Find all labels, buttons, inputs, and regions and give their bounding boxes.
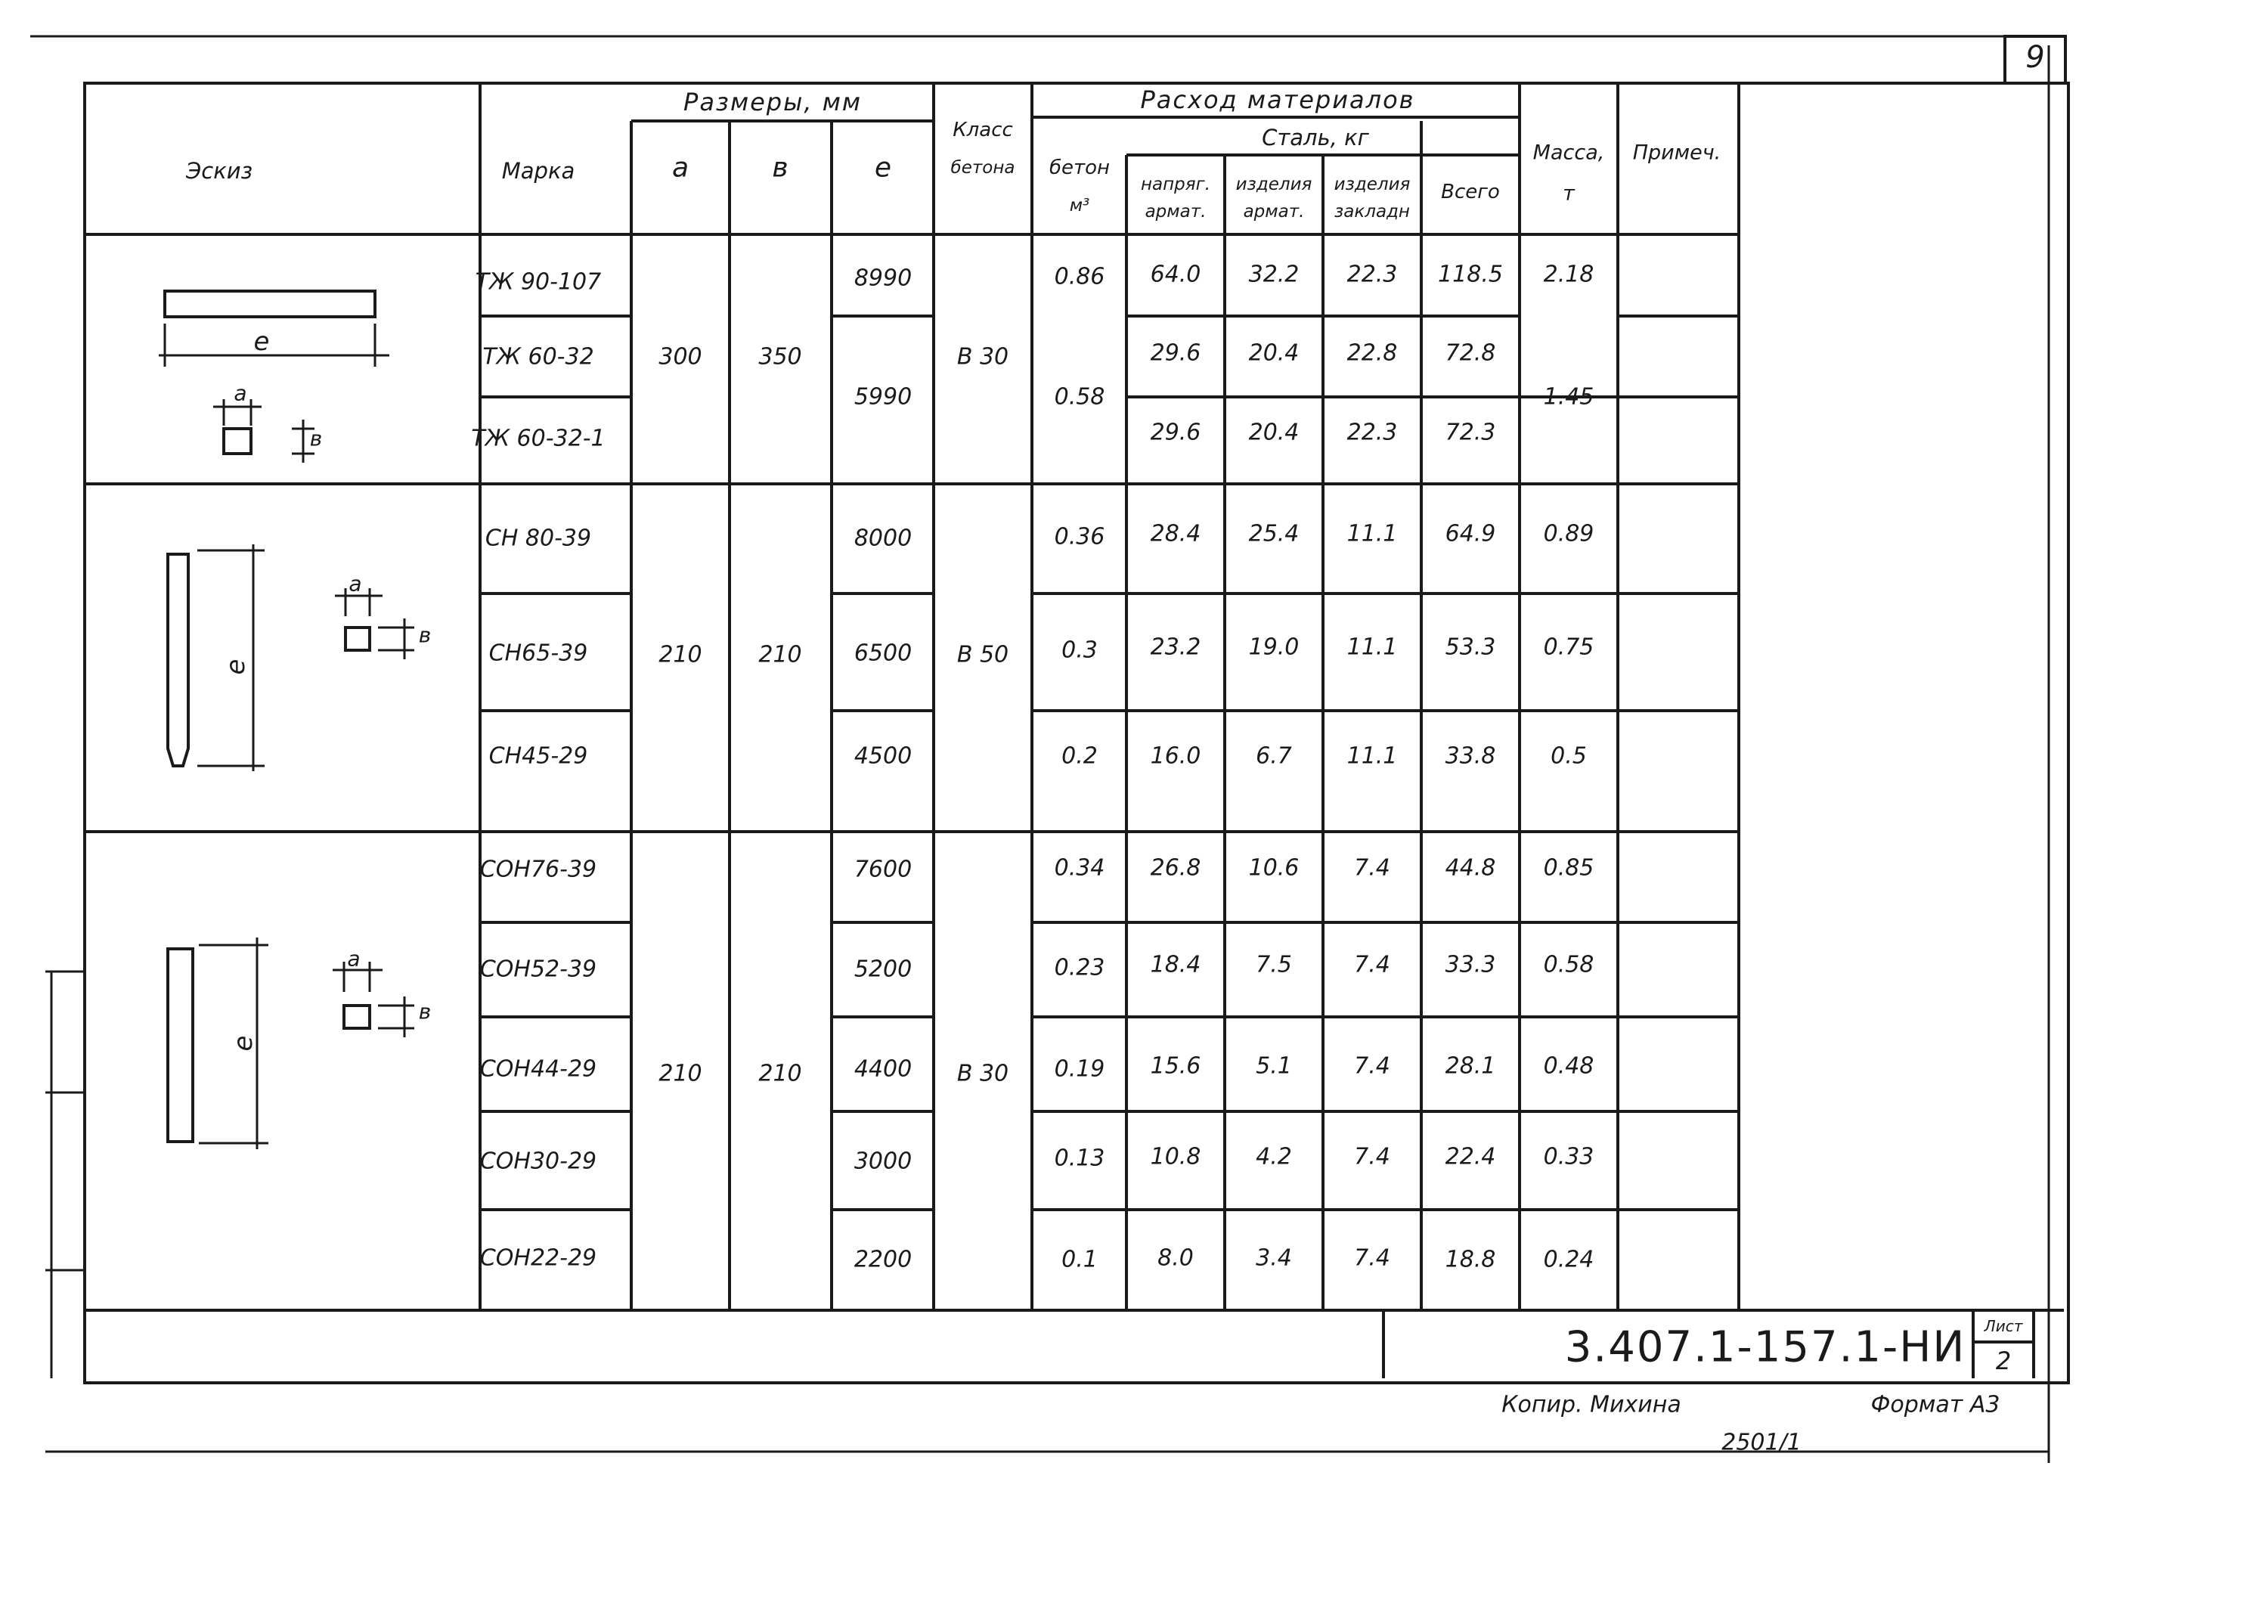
row-concrete: 0.34 — [1054, 854, 1105, 882]
row-embed: 22.3 — [1346, 419, 1398, 446]
row-embed: 22.8 — [1346, 339, 1398, 367]
sketch1-length-label: e — [253, 327, 270, 357]
sketch3-side-a-label: a — [347, 946, 361, 972]
group1-a: 300 — [658, 343, 702, 370]
row-mass: 0.89 — [1543, 520, 1594, 547]
group1-class: В 30 — [956, 343, 1009, 370]
sketch3-length-label: e — [228, 1035, 259, 1052]
row-embed: 11.1 — [1346, 634, 1398, 661]
header-steel: Сталь, кг — [1262, 125, 1369, 150]
group3-class: В 30 — [956, 1060, 1009, 1087]
row-reinf: 19.0 — [1248, 634, 1300, 661]
row-total: 72.8 — [1445, 339, 1496, 367]
sketch1-side-b-label: в — [309, 426, 323, 451]
row-reinf: 32.2 — [1248, 261, 1300, 288]
row-concrete: 0.3 — [1061, 637, 1098, 664]
row-mark: СН65-39 — [488, 640, 588, 667]
row-mark: СОН30-29 — [479, 1148, 597, 1175]
sketch2-side-b-label: в — [418, 622, 432, 648]
row-concrete: 0.2 — [1061, 742, 1098, 770]
row-prestress: 29.6 — [1150, 339, 1201, 367]
row-reinf: 5.1 — [1256, 1052, 1292, 1080]
row-total: 53.3 — [1445, 634, 1496, 661]
row-prestress: 23.2 — [1150, 634, 1201, 661]
row-prestress: 10.8 — [1150, 1143, 1201, 1170]
row-concrete: 0.23 — [1054, 954, 1105, 981]
tzh60-concrete: 0.58 — [1054, 383, 1105, 411]
group2-class: В 50 — [956, 641, 1009, 668]
row-reinf: 20.4 — [1248, 339, 1300, 367]
header-total: Всего — [1441, 181, 1500, 203]
row-total: 28.1 — [1445, 1052, 1496, 1080]
tzh60-length: 5990 — [854, 383, 912, 411]
row-embed: 7.4 — [1354, 854, 1390, 882]
row-total: 33.8 — [1445, 742, 1496, 770]
row-mass: 0.24 — [1543, 1246, 1594, 1273]
group2-a: 210 — [658, 641, 702, 668]
row-length: 8990 — [854, 265, 912, 292]
row-reinf: 10.6 — [1248, 854, 1300, 882]
header-dim-b: в — [772, 152, 789, 184]
row-embed: 7.4 — [1354, 1244, 1390, 1272]
row-prestress: 8.0 — [1157, 1244, 1194, 1272]
group1-b: 350 — [758, 343, 802, 370]
row-length: 4400 — [854, 1055, 912, 1083]
header-reinf-2: армат. — [1243, 202, 1305, 222]
row-mark: СОН52-39 — [479, 956, 597, 983]
row-prestress: 15.6 — [1150, 1052, 1201, 1080]
row-length: 7600 — [854, 856, 912, 883]
header-materials: Расход материалов — [1140, 85, 1415, 114]
sheet-label: Лист — [1984, 1317, 2023, 1335]
row-concrete: 0.19 — [1054, 1055, 1105, 1083]
group2-b: 210 — [758, 641, 802, 668]
order-number: 2501/1 — [1721, 1429, 1802, 1456]
header-dimensions: Размеры, мм — [683, 88, 862, 116]
row-mass: 0.75 — [1543, 634, 1594, 661]
row-mark: ТЖ 60-32-1 — [471, 425, 606, 452]
row-mass: 0.58 — [1543, 951, 1594, 978]
header-concrete-class-2: бетона — [950, 158, 1015, 178]
row-reinf: 25.4 — [1248, 520, 1300, 547]
header-concrete-2: м³ — [1069, 196, 1090, 215]
row-reinf: 3.4 — [1256, 1244, 1292, 1272]
sketch1-side-a-label: a — [234, 380, 247, 406]
row-total: 22.4 — [1445, 1143, 1496, 1170]
row-prestress: 26.8 — [1150, 854, 1201, 882]
row-mass: 0.85 — [1543, 854, 1594, 882]
row-embed: 22.3 — [1346, 261, 1398, 288]
header-mark: Марка — [501, 158, 575, 184]
row-mass: 0.48 — [1543, 1052, 1594, 1080]
header-notes: Примеч. — [1632, 141, 1721, 165]
row-embed: 7.4 — [1354, 1143, 1390, 1170]
row-mass: 0.5 — [1551, 742, 1587, 770]
sketch3-side-b-label: в — [418, 999, 432, 1024]
header-prestress-2: армат. — [1145, 202, 1207, 222]
row-mark: СН45-29 — [488, 742, 588, 770]
group3-a: 210 — [658, 1060, 702, 1087]
row-length: 8000 — [854, 525, 912, 552]
header-concrete-class-1: Класс — [953, 119, 1013, 141]
row-concrete: 0.13 — [1054, 1145, 1105, 1172]
row-prestress: 16.0 — [1150, 742, 1201, 770]
row-total: 18.8 — [1445, 1246, 1496, 1273]
row-length: 5200 — [854, 956, 912, 983]
row-mark: СОН44-29 — [479, 1055, 597, 1083]
sheet-format: Формат А3 — [1870, 1391, 2000, 1418]
header-reinf-1: изделия — [1235, 175, 1312, 194]
row-embed: 7.4 — [1354, 1052, 1390, 1080]
row-length: 3000 — [854, 1148, 912, 1175]
header-embed-2: закладн — [1334, 202, 1410, 222]
row-length: 6500 — [854, 640, 912, 667]
header-mass-2: т — [1563, 181, 1575, 206]
row-reinf: 6.7 — [1256, 742, 1292, 770]
sheet-number: 2 — [1995, 1347, 2012, 1375]
row-reinf: 4.2 — [1256, 1143, 1292, 1170]
row-reinf: 20.4 — [1248, 419, 1300, 446]
header-sketch: Эскиз — [186, 158, 253, 184]
row-mark: ТЖ 60-32 — [482, 343, 594, 370]
copied-by: Копир. Михина — [1501, 1391, 1681, 1418]
header-embed-1: изделия — [1334, 175, 1411, 194]
group3-b: 210 — [758, 1060, 802, 1087]
header-dim-a: a — [671, 152, 689, 184]
row-mass: 2.18 — [1543, 261, 1594, 288]
row-prestress: 28.4 — [1150, 520, 1201, 547]
row-total: 118.5 — [1438, 261, 1503, 288]
header-mass-1: Масса, — [1532, 141, 1605, 165]
row-length: 4500 — [854, 742, 912, 770]
row-mark: ТЖ 90-107 — [475, 268, 602, 296]
tzh60-mass: 1.45 — [1543, 383, 1594, 411]
row-mark: СОН76-39 — [479, 856, 597, 883]
row-mark: СН 80-39 — [485, 525, 592, 552]
row-embed: 11.1 — [1346, 742, 1398, 770]
row-total: 44.8 — [1445, 854, 1496, 882]
page-number: 9 — [2025, 40, 2045, 75]
header-dim-l: e — [874, 152, 892, 184]
sketch2-length-label: e — [221, 659, 251, 675]
row-reinf: 7.5 — [1256, 951, 1292, 978]
row-length: 2200 — [854, 1246, 912, 1273]
header-prestress-1: напряг. — [1141, 175, 1210, 194]
row-embed: 7.4 — [1354, 951, 1390, 978]
row-total: 33.3 — [1445, 951, 1496, 978]
row-concrete: 0.36 — [1054, 523, 1105, 550]
row-mark: СОН22-29 — [479, 1244, 597, 1272]
row-concrete: 0.86 — [1054, 263, 1105, 290]
sketch2-side-a-label: a — [349, 571, 362, 597]
row-prestress: 29.6 — [1150, 419, 1201, 446]
row-embed: 11.1 — [1346, 520, 1398, 547]
row-total: 64.9 — [1445, 520, 1496, 547]
row-total: 72.3 — [1445, 419, 1496, 446]
document-code: 3.407.1-157.1-НИ — [1564, 1322, 1966, 1372]
row-mass: 0.33 — [1543, 1143, 1594, 1170]
header-concrete-1: бетон — [1049, 157, 1111, 179]
row-prestress: 18.4 — [1150, 951, 1201, 978]
row-prestress: 64.0 — [1150, 261, 1201, 288]
row-concrete: 0.1 — [1061, 1246, 1098, 1273]
